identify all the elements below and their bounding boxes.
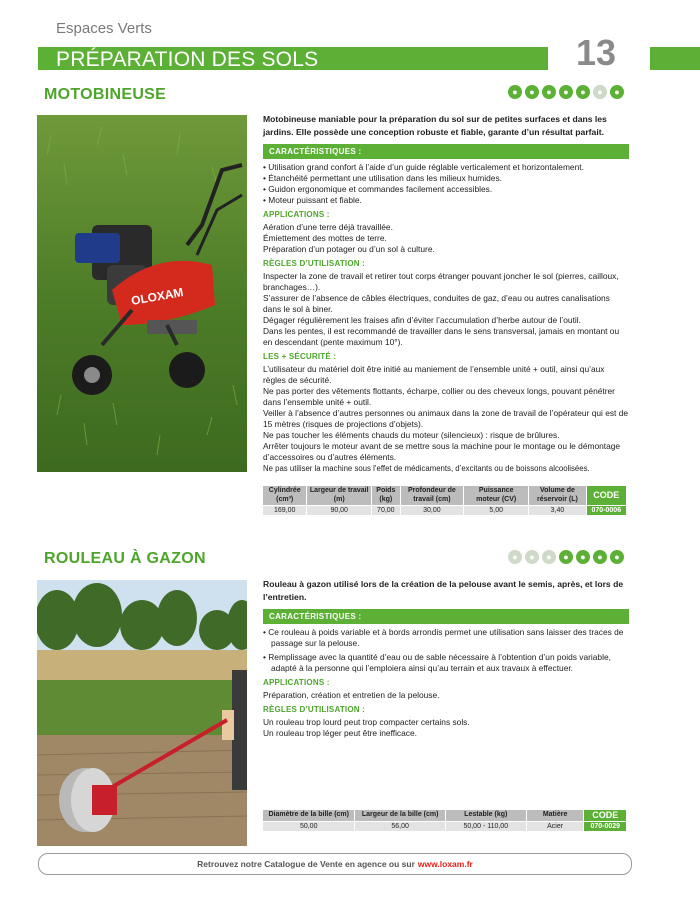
rule-item: Un rouleau trop lourd peut trop compacter certains sols. [263, 717, 470, 727]
spec-header: Puissance moteur (CV) [464, 486, 529, 506]
usage-icon: ● [610, 550, 624, 564]
product-code: 070-0029 [584, 821, 627, 831]
spec-cell: 56,00 [355, 821, 445, 831]
rule-item: Un rouleau trop léger peut être inefficace. [263, 728, 417, 738]
application-item: Préparation d’un potager ou d’un sol à culture. [263, 244, 435, 254]
characteristic-item: • Remplissage avec la quantité d’eau ou de sable nécessaire à l’obtention d’un poids variable, adapté à la personne qui l’emploiera ainsi qu’au terrain et aux travaux à effectuer. [263, 652, 611, 673]
spec-header: Diamètre de la bille (cm) [263, 810, 355, 821]
safety-item: Ne pas toucher les éléments chauds du moteur (silencieux) : risque de brûlures. [263, 430, 560, 440]
usage-icon: ● [542, 550, 556, 564]
spec-cell: 90,00 [307, 506, 372, 516]
usage-icon: ● [559, 85, 573, 99]
page-number: 13 [576, 32, 617, 73]
characteristics-heading: CARACTÉRISTIQUES : [263, 609, 629, 624]
usage-icon: ● [508, 550, 522, 564]
spec-table-motobineuse [263, 486, 627, 515]
spec-cell: 50,00 [263, 821, 355, 831]
section-label: Espaces Verts [56, 20, 152, 37]
usage-icons-rouleau [508, 550, 624, 564]
rouleau-description [263, 578, 629, 739]
usage-icon: ● [559, 550, 573, 564]
page-title-bar [38, 47, 548, 70]
spec-cell: 169,00 [263, 506, 307, 516]
spec-cell: 70,00 [371, 506, 400, 516]
spec-header: Largeur de la bille (cm) [355, 810, 445, 821]
page-title-bar-right [650, 47, 700, 70]
usage-icon: ● [593, 550, 607, 564]
footer-text: Retrouvez notre Catalogue de Vente en agence ou sur [197, 859, 415, 869]
spec-cell: Acier [526, 821, 584, 831]
product-code: 070-0006 [586, 506, 626, 516]
usage-icon: ● [576, 550, 590, 564]
usage-icon: ● [525, 550, 539, 564]
application-item: Émiettement des mottes de terre. [263, 233, 387, 243]
usage-icon: ● [593, 85, 607, 99]
characteristics-heading: CARACTÉRISTIQUES : [263, 144, 629, 159]
safety-item: Veiller à l’absence d’autres personnes ou animaux dans la zone de travail de l’opérateur qui est de 15 mètres (risques de projections d’objets). [263, 408, 629, 429]
characteristic-item: • Ce rouleau à poids variable et à bords arrondis permet une utilisation sans laisser des traces de passage sur la pelouse. [263, 627, 624, 648]
spec-cell: 50,00 - 110,00 [445, 821, 526, 831]
spec-header: Matière [526, 810, 584, 821]
brand-label: OLOXAM [130, 285, 185, 308]
spec-header-code: CODE [586, 486, 626, 506]
spec-header: Lestable (kg) [445, 810, 526, 821]
usage-icon: ● [542, 85, 556, 99]
spec-header: Volume de réservoir (L) [529, 486, 586, 506]
spec-cell: 5,00 [464, 506, 529, 516]
product-lead: Motobineuse maniable pour la préparation du sol sur de petites surfaces et dans les jardins. Elle possède une conception robuste et fiable, garante d’un résultat parfait. [263, 114, 607, 137]
rule-item: Dans les pentes, il est recommandé de travailler dans le sens transversal, jamais en montant ou en descendant (pente maximum 10°). [263, 326, 620, 347]
safety-item: L’utilisateur du matériel doit être initié au maniement de l’ensemble unité + outil, ainsi qu’aux règles de sécurité. [263, 364, 605, 385]
application-item: Préparation, création et entretien de la pelouse. [263, 690, 440, 700]
product-title-motobineuse: MOTOBINEUSE [44, 86, 167, 103]
characteristic-item: • Moteur puissant et fiable. [263, 195, 362, 205]
spec-cell: 30,00 [400, 506, 463, 516]
page-title: PRÉPARATION DES SOLS [56, 48, 319, 71]
spec-table-rouleau [263, 810, 627, 831]
rules-heading: RÈGLES D’UTILISATION : [263, 259, 366, 268]
motobineuse-description [263, 113, 629, 474]
spec-header: Profondeur de travail (cm) [400, 486, 463, 506]
usage-icon: ● [576, 85, 590, 99]
applications-heading: APPLICATIONS : [263, 210, 330, 219]
spec-header-code: CODE [584, 810, 627, 821]
safety-item: Ne pas utiliser la machine sous l’effet de médicaments, d’excitants ou de boissons alcoolisées. [263, 464, 590, 473]
rule-item: Inspecter la zone de travail et retirer tout corps étranger pouvant joncher le sol (pierres, cailloux, branchages…). [263, 271, 619, 292]
rule-item: Dégager régulièrement les fraises afin d’éviter l’accumulation d’herbe autour de l’outil. [263, 315, 581, 325]
safety-item: Ne pas porter des vêtements flottants, écharpe, collier ou des cheveux longs, pouvant pénétrer dans l’ensemble unité + outil. [263, 386, 615, 407]
spec-cell: 3,40 [529, 506, 586, 516]
product-lead: Rouleau à gazon utilisé lors de la création de la pelouse avant le semis, après, et lors de l’entretien. [263, 579, 624, 602]
footer-link[interactable]: www.loxam.fr [417, 859, 473, 869]
usage-icons-motobineuse [508, 85, 624, 99]
left-margin [0, 0, 38, 900]
rule-item: S’assurer de l’absence de câbles électriques, conduites de gaz, d’eau ou autres canalisations dans le sol à biner. [263, 293, 610, 314]
characteristic-item: • Étanchéité permettant une utilisation dans les milieux humides. [263, 173, 502, 183]
characteristic-item: • Guidon ergonomique et commandes facilement accessibles. [263, 184, 493, 194]
safety-item: Arrêter toujours le moteur avant de se mettre sous la machine pour le montage ou le démontage d’accessoires ou d’autres éléments. [263, 441, 621, 462]
footer-banner [38, 853, 632, 875]
rules-heading: RÈGLES D’UTILISATION : [263, 705, 366, 714]
product-title-rouleau: ROULEAU À GAZON [44, 550, 206, 567]
characteristic-item: • Utilisation grand confort à l’aide d’un guide réglable verticalement et horizontalement. [263, 162, 584, 172]
rouleau-photo [37, 580, 247, 846]
spec-header: Poids (kg) [371, 486, 400, 506]
application-item: Aération d’une terre déjà travaillée. [263, 222, 393, 232]
spec-header: Cylindrée (cm³) [263, 486, 307, 506]
applications-heading: APPLICATIONS : [263, 678, 330, 687]
safety-heading: LES + SÉCURITÉ : [263, 352, 337, 361]
motobineuse-photo [37, 115, 247, 472]
usage-icon: ● [525, 85, 539, 99]
usage-icon: ● [508, 85, 522, 99]
usage-icon: ● [610, 85, 624, 99]
spec-header: Largeur de travail (m) [307, 486, 372, 506]
